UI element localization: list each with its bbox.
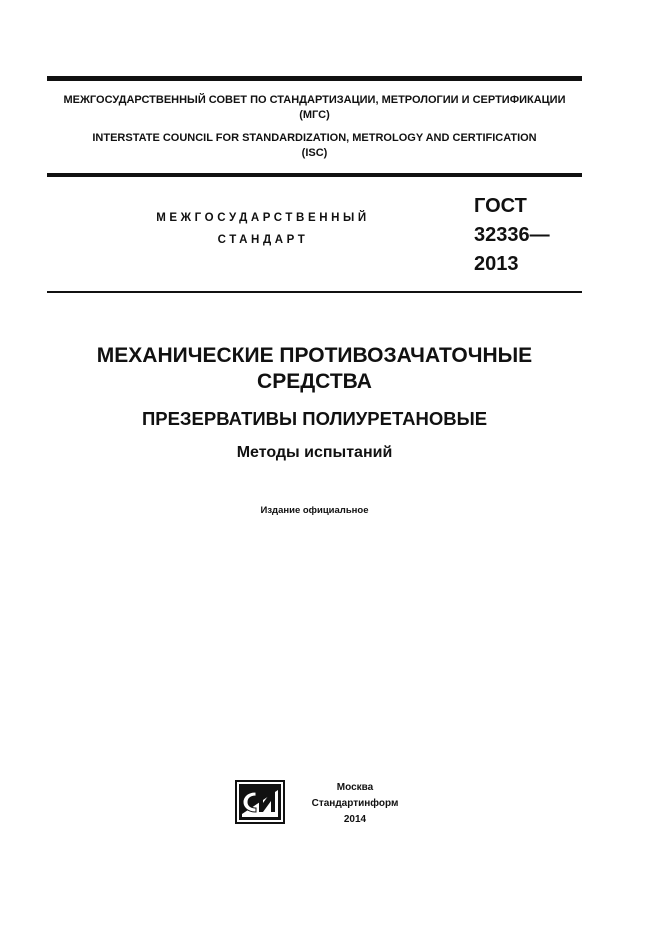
council-name-ru-text: МЕЖГОСУДАРСТВЕННЫЙ СОВЕТ ПО СТАНДАРТИЗАЦИИ, МЕТРОЛОГИИ И СЕРТИФИКАЦИИ [63, 94, 566, 106]
standard-kind [118, 207, 408, 251]
publisher-block [300, 780, 410, 828]
document-title [47, 343, 582, 395]
standard-kind-line2: СТАНДАРТ [217, 234, 309, 246]
publisher-city: Москва [336, 782, 374, 793]
document-methods-title: Методы испытаний [236, 444, 393, 461]
document-title-line1: МЕХАНИЧЕСКИЕ ПРОТИВОЗАЧАТОЧНЫЕ [96, 344, 533, 367]
middle-rule [47, 173, 582, 177]
standard-code-prefix: ГОСТ [474, 195, 527, 217]
council-name-en-text: INTERSTATE COUNCIL FOR STANDARDIZATION, METROLOGY AND CERTIFICATION [92, 132, 537, 144]
council-name-en [47, 131, 582, 161]
edition-note: Издание официальное [260, 505, 369, 516]
council-abbr-en: (ISC) [301, 147, 328, 159]
standard-code-year: 2013 [474, 253, 519, 275]
standard-code-number: 32336— [474, 224, 550, 246]
thin-rule [47, 291, 582, 293]
standard-code [474, 192, 550, 279]
document-subtitle: ПРЕЗЕРВАТИВЫ ПОЛИУРЕТАНОВЫЕ [141, 408, 488, 429]
standard-kind-line1: МЕЖГОСУДАРСТВЕННЫЙ [156, 212, 370, 224]
publisher-name: Стандартинформ [311, 798, 399, 809]
council-name-ru [47, 93, 582, 123]
top-rule [47, 76, 582, 81]
council-abbr-ru: (МГС) [299, 109, 330, 121]
document-title-line2: СРЕДСТВА [257, 370, 372, 393]
publisher-year: 2014 [343, 814, 367, 825]
standartinform-logo-icon [234, 779, 286, 825]
